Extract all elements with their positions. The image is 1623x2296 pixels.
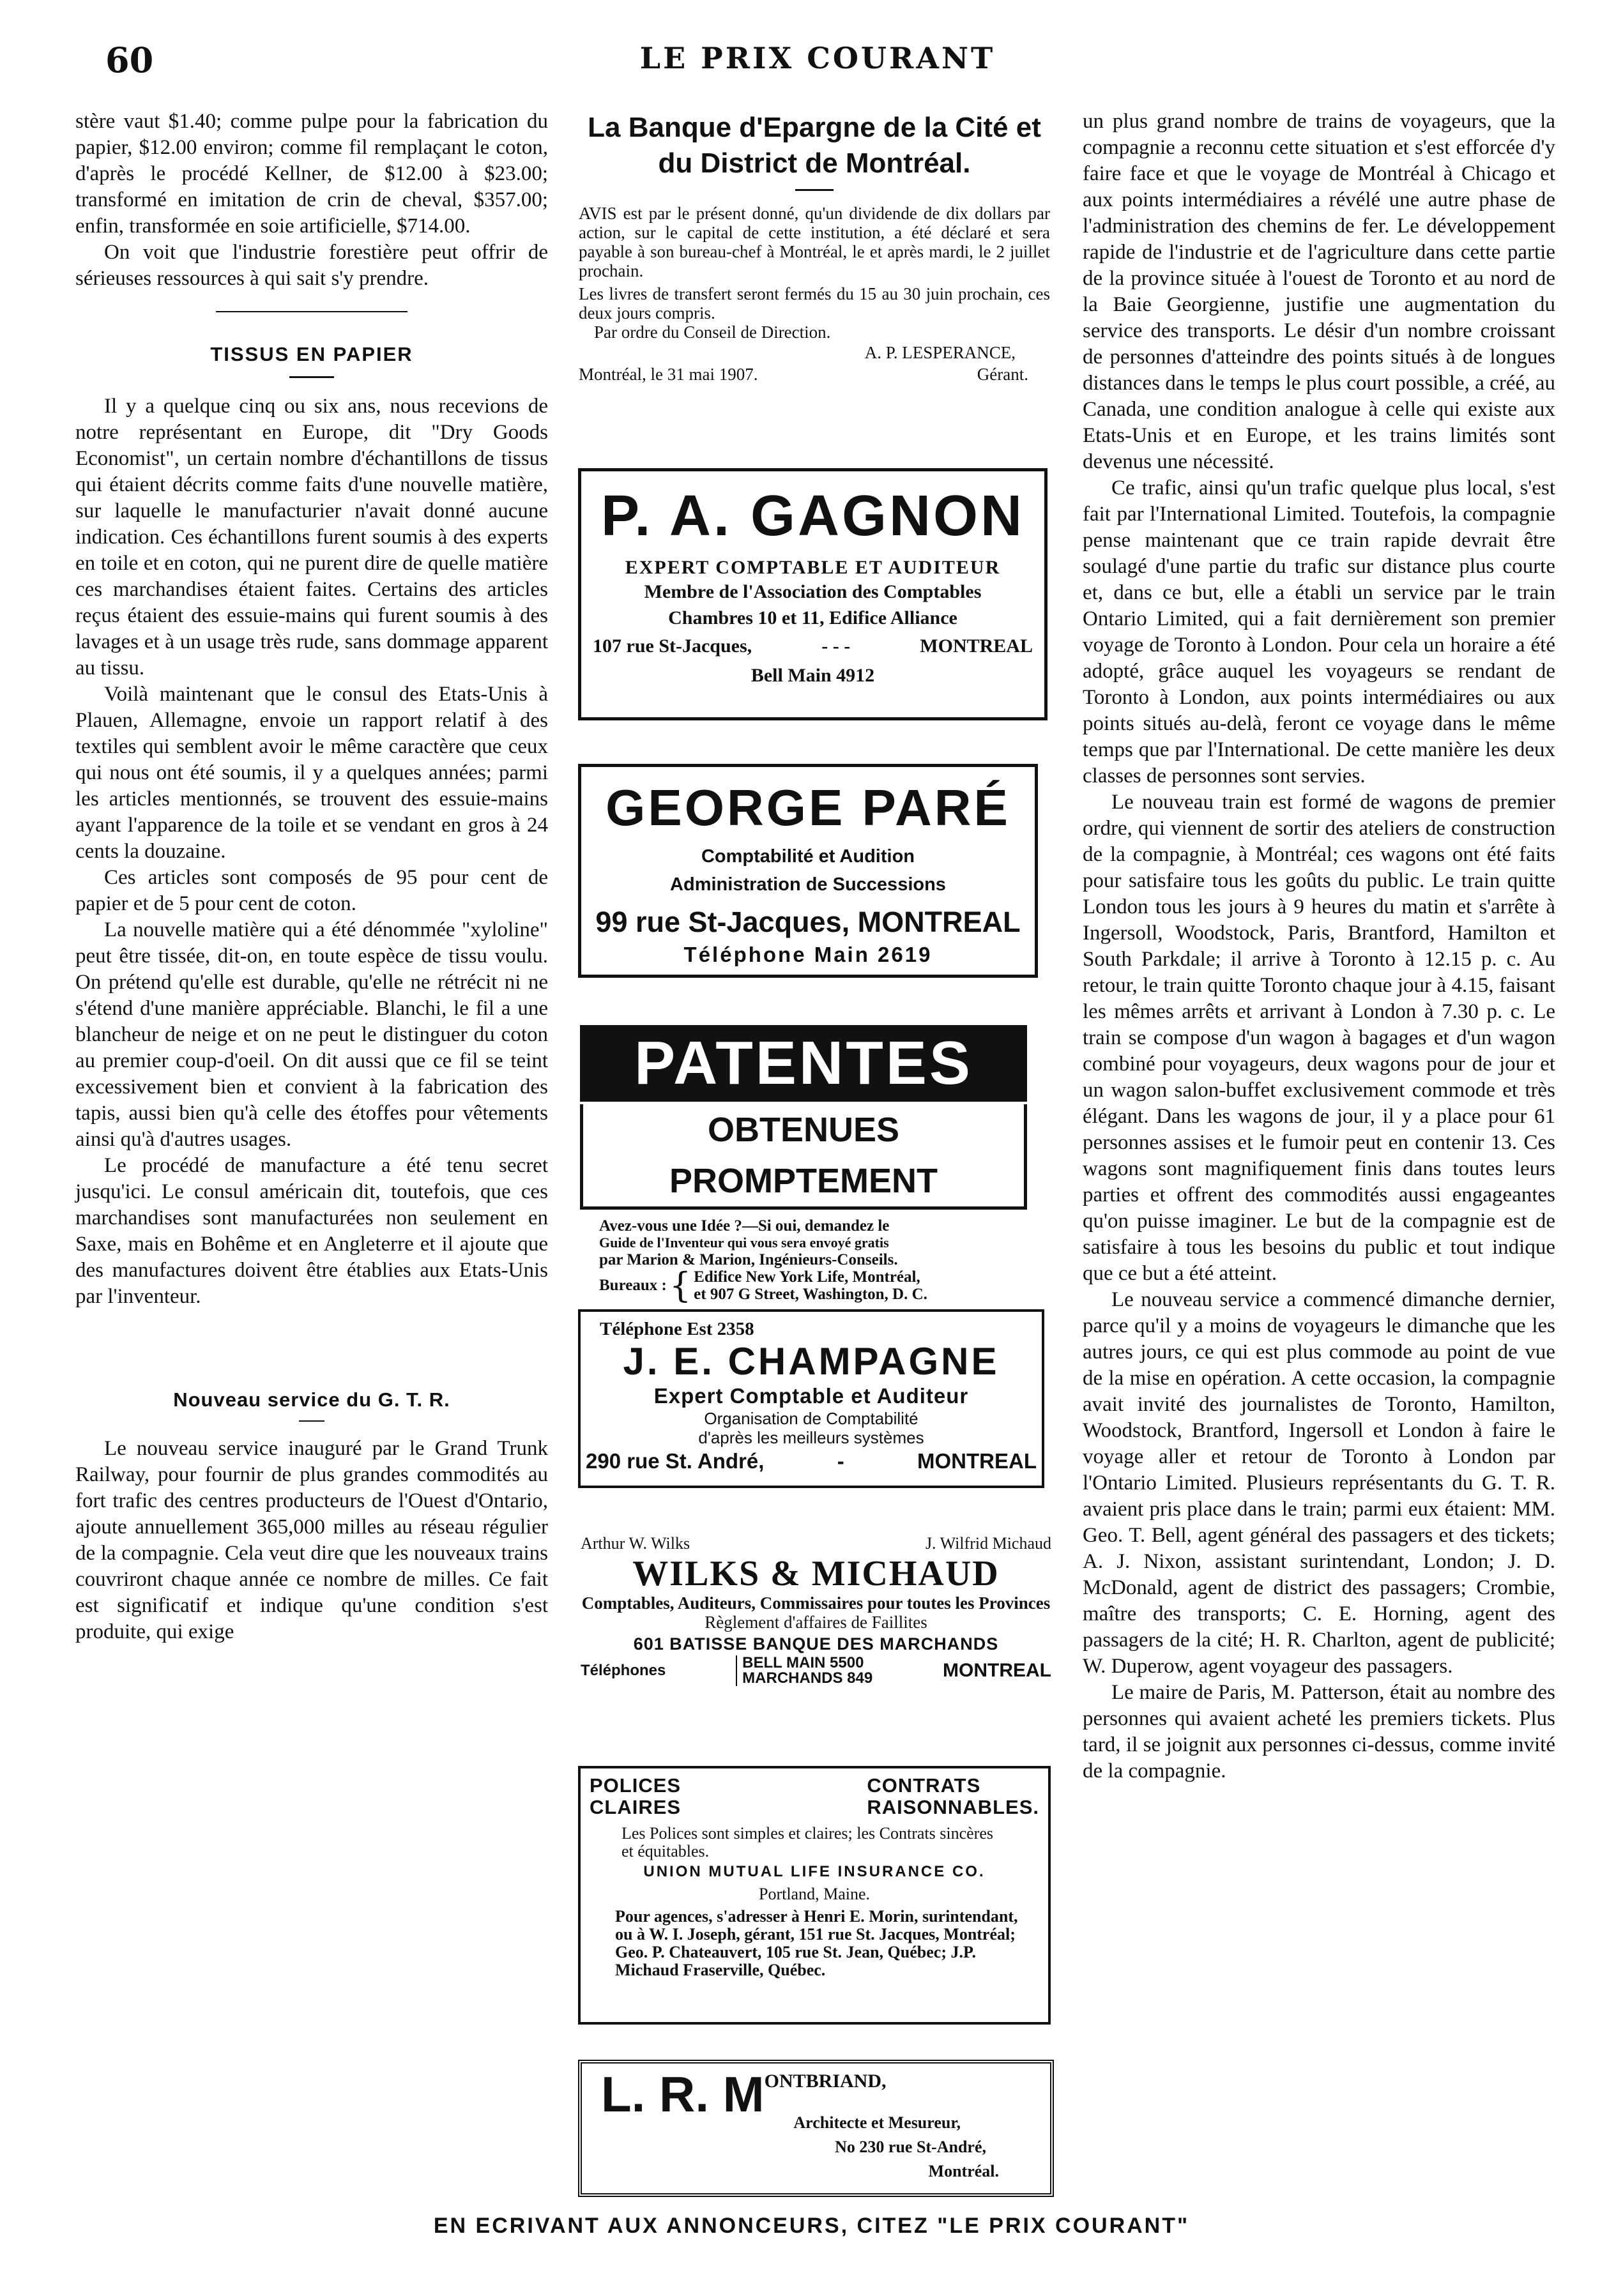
left-column <box>75 109 548 1645</box>
montbriand-line1: Architecte et Mesureur, <box>793 2113 961 2132</box>
champagne-name: J. E. CHAMPAGNE <box>623 1340 1000 1383</box>
wilks-partner-2: J. Wilfrid Michaud <box>925 1534 1051 1553</box>
body-paragraph: Le maire de Paris, M. Patterson, était au nombre des personnes qui avaient acheté les premiers tickets. Plus tard, il se joignit aux personnes ci-dessus, comme invité de la compagnie. <box>1083 1681 1555 1783</box>
champagne-address: 290 rue St. André, <box>586 1449 765 1473</box>
wilks-line2: Règlement d'affaires de Faillites <box>705 1613 927 1632</box>
brace-icon: { <box>669 1265 692 1305</box>
wilks-partner-1: Arthur W. Wilks <box>581 1534 690 1553</box>
union-h1a: POLICES <box>590 1774 682 1797</box>
pare-phone: Téléphone Main 2619 <box>683 943 933 966</box>
body-paragraph: La nouvelle matière qui a été dénommée "xyloline" peut être tissée, dit-on, en toute espèce de tissu voulu. On prétend qu'elle est durable, qu'elle ne rétrécit ni ne s'étend d'une manière appréciable. Blanchi, le fil a une blancheur de neige et on ne peut le distinguer du coton au premier coup-d'oeil. On dit aussi que ce fil se teint excessivement bien et convient à la fabrication des tapis, aussi bien qu'à celle des étoffes pour vêtements ainsi qu'à d'autres usages. <box>75 918 548 1151</box>
right-column <box>1083 109 1555 1784</box>
section-title-gtr: Nouveau service du G. T. R. <box>173 1388 450 1411</box>
wilks-phones <box>578 1655 1054 1686</box>
champagne-address-line <box>581 1447 1042 1475</box>
montbriand-line2: No 230 rue St-André, <box>835 2138 986 2156</box>
body-paragraph: Le nouveau service inauguré par le Grand Trunk Railway, pour fournir de plus grandes commodités au fort trafic des centres producteurs de l'Ouest d'Ontario, ajoute annuellement 365,000 milles au réseau régulier de la compagnie. Cela veut dire que les nouveaux trains couvriront chaque année ce nombre de milles. Ce fait est significatif et indique qu'une condition s'est produite, qui exige <box>75 1437 548 1643</box>
title-rule <box>289 376 334 378</box>
union-company: UNION MUTUAL LIFE INSURANCE CO. <box>643 1863 986 1880</box>
running-title: LE PRIX COURANT <box>639 41 996 75</box>
pare-line1: Comptabilité et Audition <box>701 846 915 867</box>
intro-paragraph: On voit que l'industrie forestière peut offrir de sérieuses ressources à qui sait s'y prendre. <box>75 241 548 290</box>
body-paragraph: Le nouveau train est formé de wagons de premier ordre, qui viennent de sortir des ateliers de construction de la compagnie, à Montréal; ces wagons ont été faits pour satisfaire tous les goûts du public. Le train quitte London tous les jours à 9 heures du matin et s'arrête à Ingersoll, Woodstock, Paris, Brantford, Hamilton et South Parkdale; il arrive à Toronto à 12.15 p. c. Au retour, le train quitte Toronto chaque jour à 4.15, faisant les mêmes arrêts et arrivant à London à 7.30 p. c. Le train se compose d'un wagon à bagages et d'un wagon combiné pour voyageurs, deux wagons pour de jour et un wagon salon-buffet exclusivement commode et très élégant. Dans les wagons de jour, il y a place pour 61 personnes assises et le fumoir peut en contenir 13. Ces wagons sont magnifiquement finis dans toutes leurs parties et offrent des commodités aussi engageantes qu'on puisse imaginer. Le but de la compagnie est de satisfaire à tous les besoins du public et tout indique que ce but a été atteint. <box>1083 791 1555 1285</box>
body-paragraph: Le procédé de manufacture a été tenu secret jusqu'ici. Le consul américain dit, toutefois, que ces marchandises sont manufacturées non seulement en Saxe, mais en Bohême et en Angleterre et il ajoute que des manufactures doivent être établies aux Etats-Unis par l'inventeur. <box>75 1154 548 1308</box>
patentes-line3: par Marion & Marion, Ingénieurs-Conseils. <box>599 1251 898 1268</box>
page-number: 60 <box>105 40 154 80</box>
wilks-line3: 601 BATISSE BANQUE DES MARCHANDS <box>633 1634 999 1654</box>
pare-name: GEORGE PARÉ <box>606 779 1010 836</box>
patentes-bureaux-label: Bureaux : <box>599 1277 667 1294</box>
section-title-tissus: TISSUS EN PAPIER <box>210 343 413 365</box>
wilks-name: WILKS & MICHAUD <box>632 1554 1000 1593</box>
gagnon-line2: Membre de l'Association des Comptables <box>644 581 982 602</box>
gagnon-line1: EXPERT COMPTABLE ET AUDITEUR <box>625 557 1001 578</box>
wilks-partners <box>578 1534 1054 1553</box>
body-paragraph: Ces articles sont composés de 95 pour cent de papier et de 5 pour cent de coton. <box>75 866 548 915</box>
patentes-office-1: Edifice New York Life, Montréal, <box>694 1268 920 1286</box>
gagnon-address-line <box>581 632 1044 660</box>
union-h1b: CLAIRES <box>590 1796 682 1818</box>
gagnon-line3: Chambres 10 et 11, Edifice Alliance <box>668 607 957 628</box>
patentes-office-list <box>694 1268 927 1303</box>
section-divider <box>216 311 408 312</box>
montbriand-rest: ONTBRIAND, <box>764 2071 887 2092</box>
wilks-phone-1: BELL MAIN 5500 <box>742 1654 864 1671</box>
wilks-line1: Comptables, Auditeurs, Commissaires pour toutes les Provinces <box>581 1593 1051 1613</box>
wilks-ad <box>578 1534 1054 1686</box>
union-headline-left <box>590 1775 681 1818</box>
union-headline-right <box>867 1775 1039 1818</box>
banque-order: Par ordre du Conseil de Direction. <box>594 323 831 342</box>
champagne-line3: d'après les meilleurs systèmes <box>698 1428 924 1447</box>
wilks-phone-list <box>736 1655 872 1686</box>
union-agents: Pour agences, s'adresser à Henri E. Morin, surintendant, ou à W. I. Joseph, gérant, 151 rue St. Jacques, Montréal; Geo. P. Chateauvert, 105 rue St. Jean, Québec; J.P. Michaud Fraserville, Québec. <box>615 1907 1018 1979</box>
patentes-offices <box>580 1265 1027 1305</box>
body-paragraph: un plus grand nombre de trains de voyageurs, que la compagnie a reconnu cette situation et s'est efforcée d'y faire face et que le voyage de Montréal à Chicago et aux points intermédiaires a révélé une autre phase de l'administration des chemins de fer. Le développement rapide de l'industrie et de l'agriculture dans cette partie de la province située à l'ouest de Toronto et au nord de la Baie Georgienne, justifie une augmentation du service des transports. Le désir d'un nombre croissant de personnes d'atteindre des points situés à de longues distances dans le temps le plus court possible, a créé, au Canada, une condition analogue à celle qui existe aux Etats-Unis et en Europe, et les trains limités sont devenus une nécessité. <box>1083 110 1555 473</box>
champagne-ad <box>578 1309 1044 1488</box>
patentes-line2: Guide de l'Inventeur qui vous sera envoyé gratis <box>599 1235 889 1251</box>
wilks-city: MONTREAL <box>943 1660 1051 1681</box>
gagnon-city: MONTREAL <box>920 635 1033 657</box>
title-rule <box>795 189 834 191</box>
union-h2b: RAISONNABLES. <box>867 1796 1039 1818</box>
pare-ad <box>578 764 1038 978</box>
union-h2a: CONTRATS <box>867 1774 981 1797</box>
gagnon-address: 107 rue St-Jacques, <box>593 635 752 657</box>
wilks-phone-2: MARCHANDS 849 <box>742 1669 873 1687</box>
banque-footer-line <box>575 363 1054 385</box>
union-place: Portland, Maine. <box>758 1885 871 1903</box>
title-rule <box>299 1420 324 1422</box>
union-headline <box>590 1775 1039 1818</box>
banque-role: Gérant. <box>977 365 1028 384</box>
body-paragraph: Le nouveau service a commencé dimanche dernier, parce qu'il y a moins de voyageurs le dimanche que les autres jours, ce qui est plus commode au point de vue de la mise en opération. A cette occasion, la compagnie avait invité des journalistes de Toronto, Hamilton, Woodstock, Brantford, Ingersoll et London à faire le voyage aller et retour de Toronto à London par l'Ontario Limited. Plusieurs représentants du G. T. R. avaient pris place dans le train; parmi eux étaient: MM. Geo. T. Bell, agent général des passagers et des tickets; A. J. Nixon, assistant surintendant, London; J. D. McDonald, agent de district des passagers; Crombie, maître des transports; C. E. Horning, agent des passagers de la cité; H. R. Charlton, agent de publicité; W. Duperow, agent voyageur des passagers. <box>1083 1288 1555 1678</box>
body-paragraph: Ce trafic, ainsi qu'un trafic quelque plus local, s'est fait par l'International Limited. Toutefois, la compagnie pense maintenant que ce train rapide devrait être soulagé d'une partie du trafic sur distance plus courte et, dans ce but, elle a établi un service par le train Ontario Limited, qui a fait dernièrement son premier voyage de Toronto à London. Pour cela un horaire a été adopté, grâce auquel les voyageurs se rendant de Toronto à London, aux points intermédiaires ou aux points situés au-delà, feront ce voyage dans le même temps que par l'International. De cette manière les deux classes de personnes sont servies. <box>1083 476 1555 787</box>
union-line1: Les Polices sont simples et claires; les Contrats sincères et équitables. <box>621 1824 993 1860</box>
pare-line2: Administration de Successions <box>670 874 946 895</box>
union-ad <box>578 1766 1051 2025</box>
patentes-subtitle: OBTENUES PROMPTEMENT <box>580 1104 1027 1210</box>
montbriand-details <box>793 2111 999 2184</box>
champagne-city: MONTREAL <box>917 1449 1037 1473</box>
body-paragraph: Il y a quelque cinq ou six ans, nous recevions de notre représentant en Europe, dit "Dry Goods Economist", un certain nombre d'échantillons de tissus qui étaient décrits comme faits d'une nouvelle matière, sur laquelle le manufacturier n'avait donné aucune indication. Ces échantillons furent soumis à des experts en toile et en coton, qui ne purent dire de quelle matière ces marchandises étaient faites. Certains des articles reçus étaient des essuie-mains qui furent soumis à des lavages et à un usage très rude, sans dommage apparent au tissu. <box>75 395 548 680</box>
patentes-ad <box>580 1025 1027 1303</box>
montbriand-ad <box>578 2060 1054 2197</box>
intro-paragraph: stère vaut $1.40; comme pulpe pour la fabrication du papier, $12.00 environ; comme fil remplaçant le coton, d'après le procédé Kellner, de $12.00 à $23.00; transformé en imitation de crin de cheval, $357.00; enfin, transformée en soie artificielle, $714.00. <box>75 110 548 238</box>
banque-body: AVIS est par le présent donné, qu'un dividende de dix dollars par action, sur le capital de cette institution, a été déclaré et sera payable à son bureau-chef à Montréal, le et après mardi, le 2 juillet prochain. <box>579 204 1050 280</box>
banque-ad <box>575 110 1054 385</box>
banque-date: Montréal, le 31 mai 1907. <box>579 365 758 384</box>
banque-signer: A. P. LESPERANCE, <box>864 343 1016 362</box>
banque-body-2: Les livres de transfert seront fermés du 15 au 30 juin prochain, ces deux jours compris. <box>579 284 1050 323</box>
montbriand-initials: L. R. M <box>601 2066 765 2122</box>
banque-title: La Banque d'Epargne de la Cité et du District de Montréal. <box>588 112 1041 179</box>
montbriand-line3: Montréal. <box>928 2162 999 2180</box>
champagne-line1: Expert Comptable et Auditeur <box>653 1384 969 1408</box>
pare-address: 99 rue St-Jacques, MONTREAL <box>595 906 1021 938</box>
gagnon-ad <box>578 468 1048 720</box>
body-paragraph: Voilà maintenant que le consul des Etats-Unis à Plauen, Allemagne, envoie un rapport relatif à des textiles qui semblent avoir le même caractère que ceux qui nous ont été soumis, il y a quelques années; parmi les articles mentionnés, se trouvent des essuie-mains ayant l'apparence de la toile et se vendant en gros à 24 cents la douzaine. <box>75 683 548 863</box>
patentes-title: PATENTES <box>580 1025 1027 1102</box>
champagne-dash: - <box>837 1449 844 1473</box>
gagnon-dashes: - - - <box>821 635 851 657</box>
gagnon-name: P. A. GAGNON <box>600 484 1025 548</box>
champagne-phone: Téléphone Est 2358 <box>600 1319 754 1339</box>
page-footer: EN ECRIVANT AUX ANNONCEURS, CITEZ "LE PRIX COURANT" <box>433 2214 1190 2238</box>
wilks-phones-label: Téléphones <box>581 1662 666 1679</box>
patentes-office-2: et 907 G Street, Washington, D. C. <box>694 1286 927 1303</box>
gagnon-phone: Bell Main 4912 <box>751 665 875 686</box>
champagne-line2: Organisation de Comptabilité <box>704 1409 918 1428</box>
patentes-line1: Avez-vous une Idée ?—Si oui, demandez le <box>599 1217 890 1235</box>
